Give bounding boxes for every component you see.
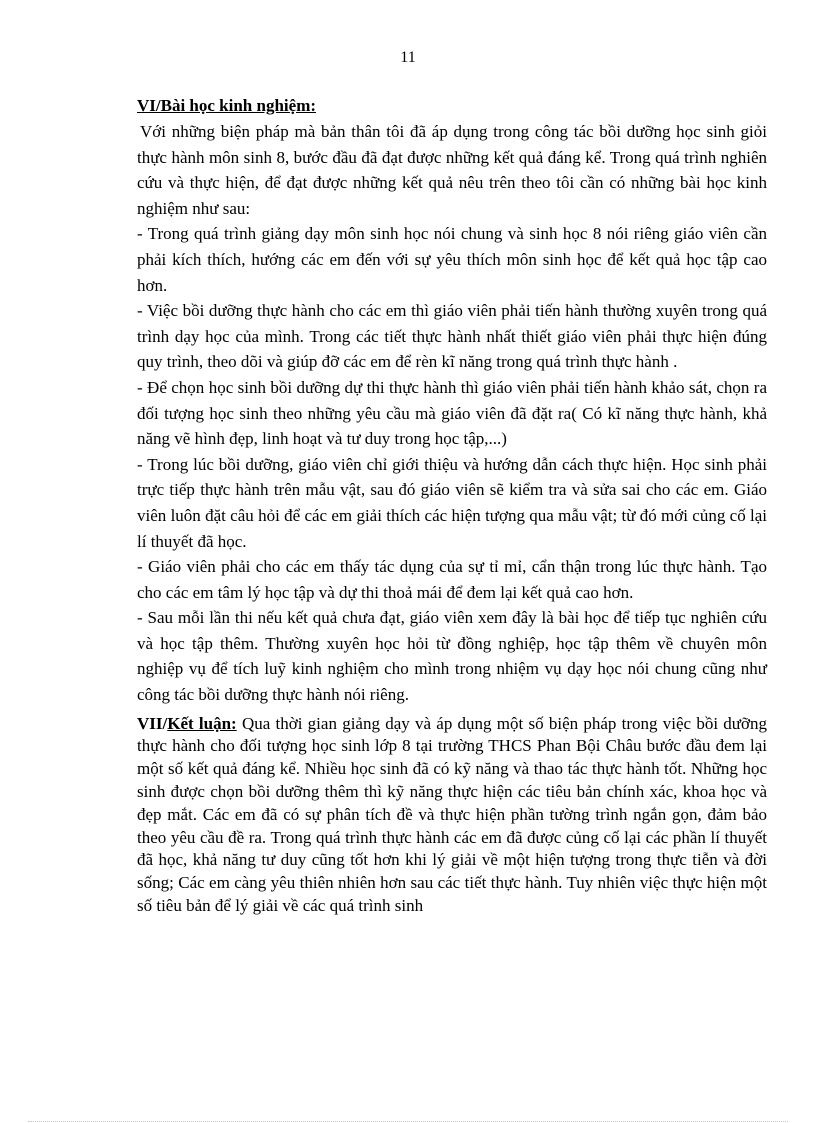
- paragraph-bullet-2: - Việc bồi dưỡng thực hành cho các em thì giáo viên phải tiến hành thường xuyên trong quá trình dạy học của mình. Trong các tiết thực hành nhất thiết giáo viên phải thực hiện đúng quy trình, theo dõi và giúp đỡ các em để rèn kĩ năng trong quá trình thực hành .: [137, 301, 767, 372]
- section-conclusion: [137, 713, 767, 918]
- paragraph-intro: Với những biện pháp mà bản thân tôi đã áp dụng trong công tác bồi dưỡng học sinh giỏi thực hành môn sinh 8, bước đầu đã đạt được những kết quả đáng kể. Trong quá trình nghiên cứu và thực hiện, để đạt được những kết quả nêu trên theo tôi cần có những bài học kinh nghiệm như sau:: [137, 122, 767, 218]
- conclusion-label: Kết luận:: [167, 713, 237, 733]
- conclusion-label-prefix: VII/: [137, 713, 168, 733]
- document-body: [137, 93, 767, 918]
- section-lessons-learned: [137, 93, 767, 708]
- section-heading-lessons: VI/Bài học kinh nghiệm:: [137, 96, 317, 115]
- paragraph-bullet-4: - Trong lúc bồi dưỡng, giáo viên chỉ giới thiệu và hướng dẫn cách thực hiện. Học sinh phải trực tiếp thực hành trên mẫu vật, sau đó giáo viên sẽ kiểm tra và sửa sai cho các em. Giáo viên luôn đặt câu hỏi để các em giải thích các hiện tượng qua mẫu vật; từ đó mới củng cố lại lí thuyết đã học.: [137, 454, 767, 551]
- page-bottom-border: [28, 1121, 788, 1122]
- paragraph-bullet-1: - Trong quá trình giảng dạy môn sinh học nói chung và sinh học 8 nói riêng giáo viên cần phải kích thích, hướng các em đến với sự yêu thích môn sinh học để kết quả học tập cao hơn.: [137, 224, 767, 295]
- page-number: 11: [400, 49, 416, 66]
- conclusion-text: Qua thời gian giảng dạy và áp dụng một số biện pháp trong việc bồi dưỡng thực hành cho đối tượng học sinh lớp 8 tại trường THCS Phan Bội Châu bước đầu đem lại một số kết quả đáng kể. Nhiều học sinh đã có kỹ năng và thao tác thực hành tốt. Những học sinh được chọn bồi dưỡng thêm thì kỹ năng thực hiện các tiêu bản chính xác, khoa học và đẹp mắt. Các em đã có sự phân tích đề và thực hiện phần tường trình ngắn gọn, đảm bảo theo yêu cầu đề ra. Trong quá trình thực hành các em đã được củng cố lại các phần lí thuyết đã học, khả năng tư duy cũng tốt hơn khi lý giải về một hiện tượng trong thực tiễn và đời sống; Các em càng yêu thiên nhiên hơn sau các tiết thực hành. Tuy nhiên việc thực hiện một số tiêu bản để lý giải về các quá trình sinh: [137, 713, 767, 916]
- paragraph-bullet-5: - Giáo viên phải cho các em thấy tác dụng của sự tỉ mỉ, cẩn thận trong lúc thực hành. Tạo cho các em tâm lý học tập và dự thi thoả mái để đem lại kết quả cao hơn.: [137, 557, 767, 602]
- paragraph-bullet-3: - Để chọn học sinh bồi dưỡng dự thi thực hành thì giáo viên phải tiến hành khảo sát, chọn ra đối tượng học sinh theo những yêu cầu mà giáo viên đã đặt ra( Có kĩ năng thực hành, khả năng vẽ hình đẹp, linh hoạt và tư duy trong học tập,...): [137, 377, 767, 449]
- paragraph-bullet-6: - Sau mỗi lần thi nếu kết quả chưa đạt, giáo viên xem đây là bài học để tiếp tục nghiên cứu và học tập thêm. Thường xuyên học hỏi từ đồng nghiệp, học tập thêm về chuyên môn nghiệp vụ để tích luỹ kinh nghiệm cho mình trong nhiệm vụ dạy học nói chung cũng như công tác bồi dưỡng thực hành nói riêng.: [137, 608, 767, 705]
